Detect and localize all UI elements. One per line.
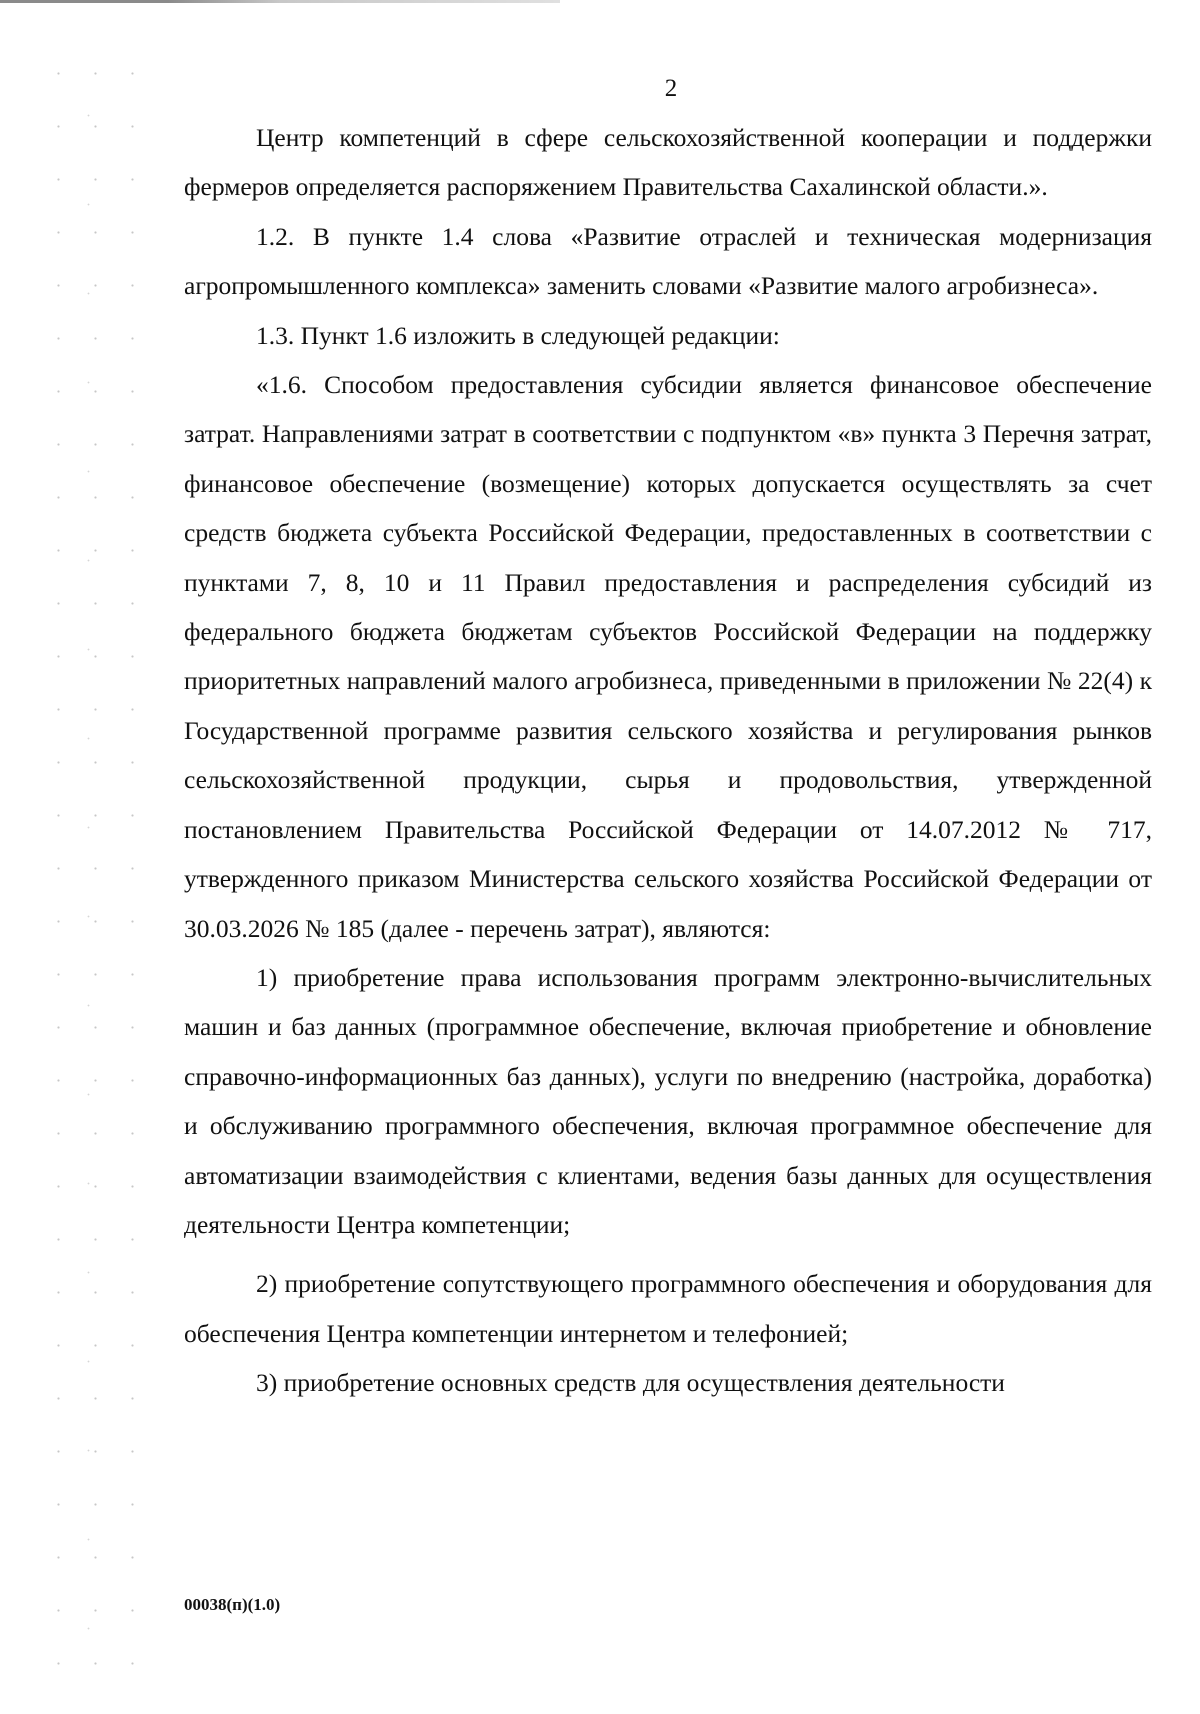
scan-top-edge bbox=[0, 0, 560, 3]
scan-margin-noise bbox=[36, 40, 146, 1700]
list-item-1: 1) приобретение права использования программ электронно-вычислительных машин и баз данных (программное обеспечение, включая приобретение и обновление справочно-информационных баз данных), услуги по внедрению (настройка, доработка) и обслуживанию программного обеспечения, включая программное обеспечение для автоматизации взаимодействия с клиентами, ведения базы данных для осуществления деятельности Центра компетенции; bbox=[184, 962, 1152, 1239]
list-item-2: 2) приобретение сопутствующего программного обеспечения и оборудования для обеспечения Центра компетенции интернетом и телефонией; bbox=[184, 1269, 1152, 1348]
paragraph-competence-center: Центр компетенций в сфере сельскохозяйственной кооперации и поддержки фермеров определяется распоряжением Правительства Сахалинской области.». bbox=[184, 123, 1152, 202]
paragraph-item-1-2: 1.2. В пункте 1.4 слова «Развитие отраслей и техническая модернизация агропромышленного комплекса» заменить словами «Развитие малого агробизнеса». bbox=[184, 221, 1152, 301]
list-item-3: 3) приобретение основных средств для осуществления деятельности bbox=[256, 1368, 1005, 1398]
paragraph-item-1-3: 1.3. Пункт 1.6 изложить в следующей редакции: bbox=[256, 320, 780, 350]
page-number: 2 bbox=[664, 75, 678, 102]
paragraph-item-1-6: «1.6. Способом предоставления субсидии является финансовое обеспечение затрат. Направлениями затрат в соответствии с подпунктом «в» пункта 3 Перечня затрат, финансовое обеспечение (возмещение) которых допускается осуществлять за счет средств бюджета субъекта Российской Федерации, предоставленных в соответствии с пунктами 7, 8, 10 и 11 Правил предоставления и распределения субсидий из федерального бюджета бюджетам субъектов Российской Федерации на поддержку приоритетных направлений малого агробизнеса, приведенными в приложении № 22(4) к Государственной программе развития сельского хозяйства и регулирования рынков сельскохозяйственной продукции, сырья и продовольствия, утвержденной постановлением Правительства Российской Федерации от 14.07.2012 № 717, утвержденного приказом Министерства сельского хозяйства Российской Федерации от 30.03.2026 № 185 (далее - перечень затрат), являются: bbox=[184, 370, 1152, 943]
document-body bbox=[184, 113, 1152, 1408]
document-code: 00038(п)(1.0) bbox=[184, 1595, 281, 1614]
